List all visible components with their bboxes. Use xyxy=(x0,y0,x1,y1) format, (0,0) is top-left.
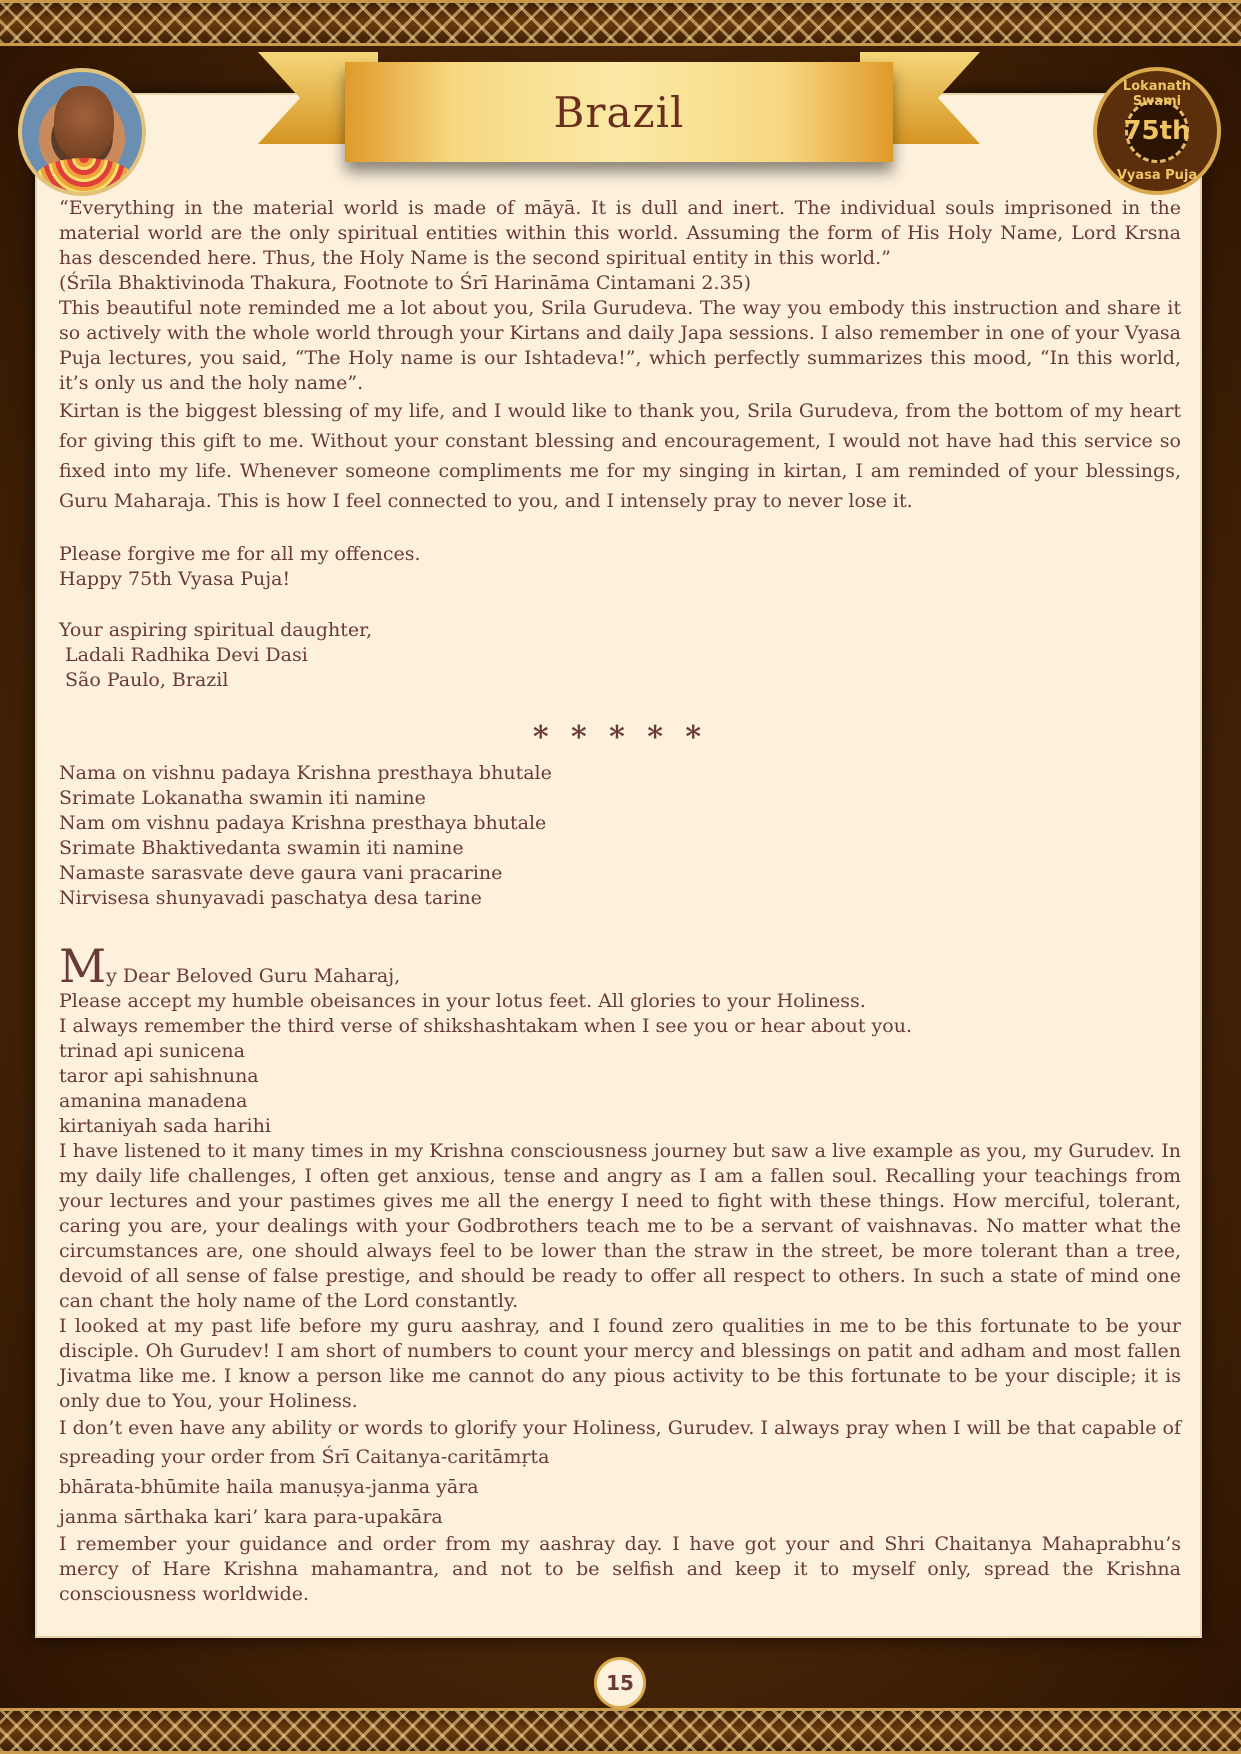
pranam-line: Namaste sarasvate deve gaura vani pracarine xyxy=(59,862,503,884)
page-number: 15 xyxy=(594,1657,646,1709)
salutation-text: y Dear Beloved Guru Maharaj, xyxy=(106,965,401,987)
pranam-line: Nirvisesa shunyavadi paschatya desa tarine xyxy=(59,887,482,909)
portrait-face xyxy=(54,86,114,160)
happy-line: Happy 75th Vyasa Puja! xyxy=(59,568,291,590)
letter2-paragraph-4: I remember your guidance and order from my aashray day. I have got your and Shri Chaitanya Mahaprabhu’s mercy of Hare Krishna mahamantra, and not to be selfish and keep it to myself only, spread the Krishna consciousness worldwide. xyxy=(59,1533,1181,1605)
verse-line: taror api sahishnuna xyxy=(59,1065,259,1087)
salutation xyxy=(59,939,1181,993)
letter2-line-1: Please accept my humble obeisances in your lotus feet. All glories to your Holiness. xyxy=(59,990,866,1012)
guru-portrait-image xyxy=(18,68,146,196)
section-separator: * * * * * xyxy=(532,720,708,755)
verse2-line: janma sārthaka kari’ kara para-upakāra xyxy=(59,1506,443,1528)
seal-number: 75th xyxy=(1125,99,1189,163)
title-ribbon xyxy=(345,62,893,162)
letter1-paragraph-2: Kirtan is the biggest blessing of my life, and I would like to thank you, Srila Gurudeva, from the bottom of my heart for giving this gift to me. Without your constant blessing and encouragement, I would not have had this service so fixed into my life. Whenever someone compliments me for my singing in kirtan, I am reminded of your blessings, Guru Maharaja. This is how I feel connected to you, and I intensely pray to never lose it. xyxy=(59,400,1181,512)
portrait-garland xyxy=(36,158,132,196)
pranam-line: Srimate Bhaktivedanta swamin iti namine xyxy=(59,837,464,859)
seal-top-text: Lokanath Swami xyxy=(1122,79,1192,109)
letter2-paragraph-2: I looked at my past life before my guru aashray, and I found zero qualities in me to be this fortunate to be your disciple. Oh Gurudev! I am short of numbers to count your mercy and blessings on patit and adham and most fallen Jivatma like me. I know a person like me cannot do any pious activity to be this fortunate to be your disciple; it is only due to You, your Holiness. xyxy=(59,1315,1181,1412)
page-title: Brazil xyxy=(553,87,685,137)
pranam-line: Nama on vishnu padaya Krishna presthaya bhutale xyxy=(59,762,552,784)
letter1-paragraph-1: This beautiful note reminded me a lot about you, Srila Gurudeva. The way you embody this instruction and share it so actively with the whole world through your Kirtans and daily Japa sessions. I also remember in one of your Vyasa Puja lectures, you said, “The Holy name is our Ishtadeva!”, which perfectly summarizes this mood, “In this world, it’s only us and the holy name”. xyxy=(59,297,1181,394)
pranam-line: Nam om vishnu padaya Krishna presthaya bhutale xyxy=(59,812,547,834)
quote-paragraph: “Everything in the material world is made of māyā. It is dull and inert. The individual souls imprisoned in the material world are the only spiritual entities within this world. Assuming the form of His Holy Name, Lord Krsna has descended here. Thus, the Holy Name is the second spiritual entity in this world.” xyxy=(59,197,1181,269)
page-content xyxy=(59,196,1181,1607)
letter2-paragraph-1: I have listened to it many times in my Krishna consciousness journey but saw a live example as you, my Gurudev. In my daily life challenges, I often get anxious, tense and angry as I am a fallen soul. Recalling your teachings from your lectures and your pastimes gives me all the energy I need to fight with these things. How merciful, tolerant, caring you are, your dealings with your Godbrothers teach me to be a servant of vaishnavas. No matter what the circumstances are, one should always feel to be lower than the straw in the street, be more tolerant than a tree, devoid of all sense of false prestige, and should be ready to offer all respect to others. In such a state of mind one can chant the holy name of the Lord constantly. xyxy=(59,1140,1181,1312)
author-name: Ladali Radhika Devi Dasi xyxy=(65,644,308,666)
verse-line: amanina manadena xyxy=(59,1090,248,1112)
citation: (Śrīla Bhaktivinoda Thakura, Footnote to Śrī Harināma Cintamani 2.35) xyxy=(59,272,752,294)
forgive-line: Please forgive me for all my offences. xyxy=(59,543,421,565)
pranam-line: Srimate Lokanatha swamin iti namine xyxy=(59,787,426,809)
letter2-line-2: I always remember the third verse of shikshashtakam when I see you or hear about you. xyxy=(59,1015,913,1037)
seal-bottom-text: Vyasa Puja xyxy=(1116,168,1198,183)
drop-cap: M xyxy=(59,939,107,993)
bottom-ornament-border xyxy=(0,1708,1241,1754)
author-place: São Paulo, Brazil xyxy=(65,669,229,691)
verse-line: kirtaniyah sada harihi xyxy=(59,1115,271,1137)
top-ornament-border xyxy=(0,0,1241,46)
closing-line: Your aspiring spiritual daughter, xyxy=(59,619,373,641)
anniversary-seal-logo xyxy=(1093,67,1221,195)
letter2-paragraph-3: I don’t even have any ability or words to glorify your Holiness, Gurudev. I always pray when I will be that capable of spreading your order from Śrī Caitanya-caritāmṛta xyxy=(59,1417,1181,1468)
verse-line: trinad api sunicena xyxy=(59,1040,245,1062)
verse2-line: bhārata-bhūmite haila manuṣya-janma yāra xyxy=(59,1476,479,1498)
